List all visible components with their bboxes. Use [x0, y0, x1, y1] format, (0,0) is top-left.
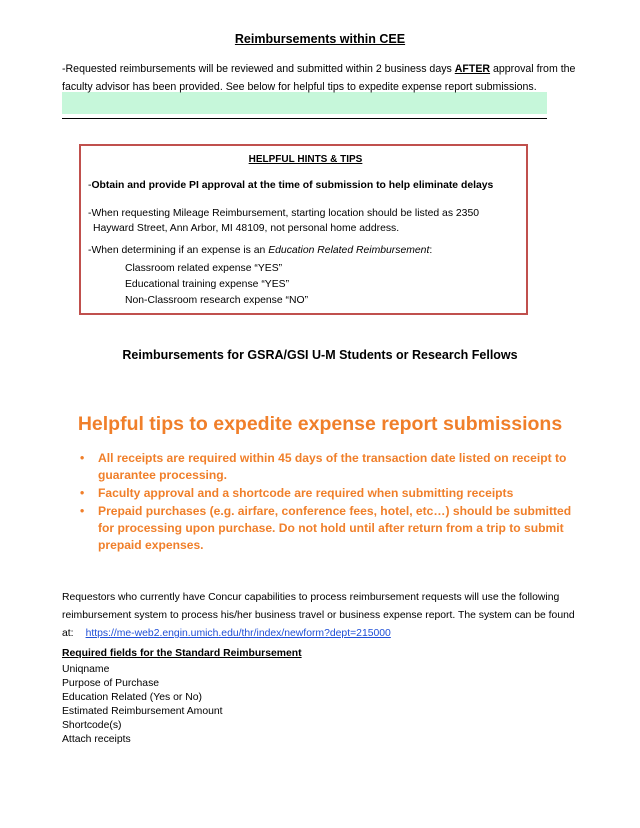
list-item: Estimated Reimbursement Amount	[62, 706, 223, 717]
section-title: Reimbursements for GSRA/GSI U-M Students or Research Fellows	[122, 348, 518, 362]
hints-title: HELPFUL HINTS & TIPS	[248, 154, 363, 165]
list-item	[80, 485, 580, 502]
intro-text-end: approval from the faculty advisor has been provided. See below for helpful tips to expedite expense report submissions.	[62, 63, 576, 93]
hint-mileage	[88, 206, 520, 236]
tip-text: All receipts are required within 45 days of the transaction date listed on receipt to guarantee processing.	[98, 451, 567, 482]
tips-title: Helpful tips to expedite expense report submissions	[77, 413, 563, 435]
bullet-icon: •	[80, 451, 85, 465]
intro-paragraph	[62, 60, 577, 96]
hint-education	[88, 243, 520, 258]
intro-emphasis: AFTER	[454, 63, 491, 75]
list-item: Attach receipts	[62, 734, 131, 745]
list-item	[80, 450, 580, 484]
page-title: Reimbursements within CEE	[234, 32, 406, 46]
intro-text-start: -Requested reimbursements will be reviewed and submitted within 2 business days	[62, 63, 455, 75]
tips-list	[80, 450, 580, 555]
hint-mileage-line2: Hayward Street, Ann Arbor, MI 48109, not personal home address.	[93, 223, 400, 234]
required-fields-title: Required fields for the Standard Reimbursement	[62, 648, 302, 659]
list-item: Shortcode(s)	[62, 720, 122, 731]
reimbursement-system-link[interactable]: https://me-web2.engin.umich.edu/thr/index/newform?dept=215000	[85, 628, 391, 639]
list-item	[80, 503, 580, 554]
hint-education-end: :	[429, 245, 433, 256]
hint-pi-text: Obtain and provide PI approval at the time of submission to help eliminate delays	[91, 180, 494, 191]
required-fields-list	[62, 663, 223, 747]
bullet-icon: •	[80, 504, 85, 518]
hint-education-italic: Education Related Reimbursement	[268, 245, 430, 256]
divider-line	[62, 118, 547, 119]
hint-sub-item: Classroom related expense “YES”	[125, 263, 283, 274]
list-item: Purpose of Purchase	[62, 678, 160, 689]
list-item: Education Related (Yes or No)	[62, 692, 202, 703]
list-item: Uniqname	[62, 664, 110, 675]
concur-text: Requestors who currently have Concur capabilities to process reimbursement requests will use the following reimbursement system to process his/her business travel or business expense report. The system can be found at:	[62, 592, 575, 639]
hint-sub-item: Non-Classroom research expense “NO”	[125, 295, 309, 306]
tip-text: Prepaid purchases (e.g. airfare, conference fees, hotel, etc…) should be submitted for processing upon purchase. Do not hold until after return from a trip to submit prepaid expenses.	[98, 504, 572, 552]
hint-pi-prefix: -	[88, 180, 92, 191]
hint-sub-item: Educational training expense “YES”	[125, 279, 290, 290]
bullet-icon: •	[80, 486, 85, 500]
concur-paragraph	[62, 589, 582, 643]
hints-box	[79, 144, 528, 315]
hint-mileage-line1: -When requesting Mileage Reimbursement, starting location should be listed as 2350	[88, 208, 480, 219]
hint-education-start: -When determining if an expense is an	[88, 245, 269, 256]
tip-text: Faculty approval and a shortcode are required when submitting receipts	[98, 486, 514, 500]
hint-pi-approval	[88, 178, 520, 193]
